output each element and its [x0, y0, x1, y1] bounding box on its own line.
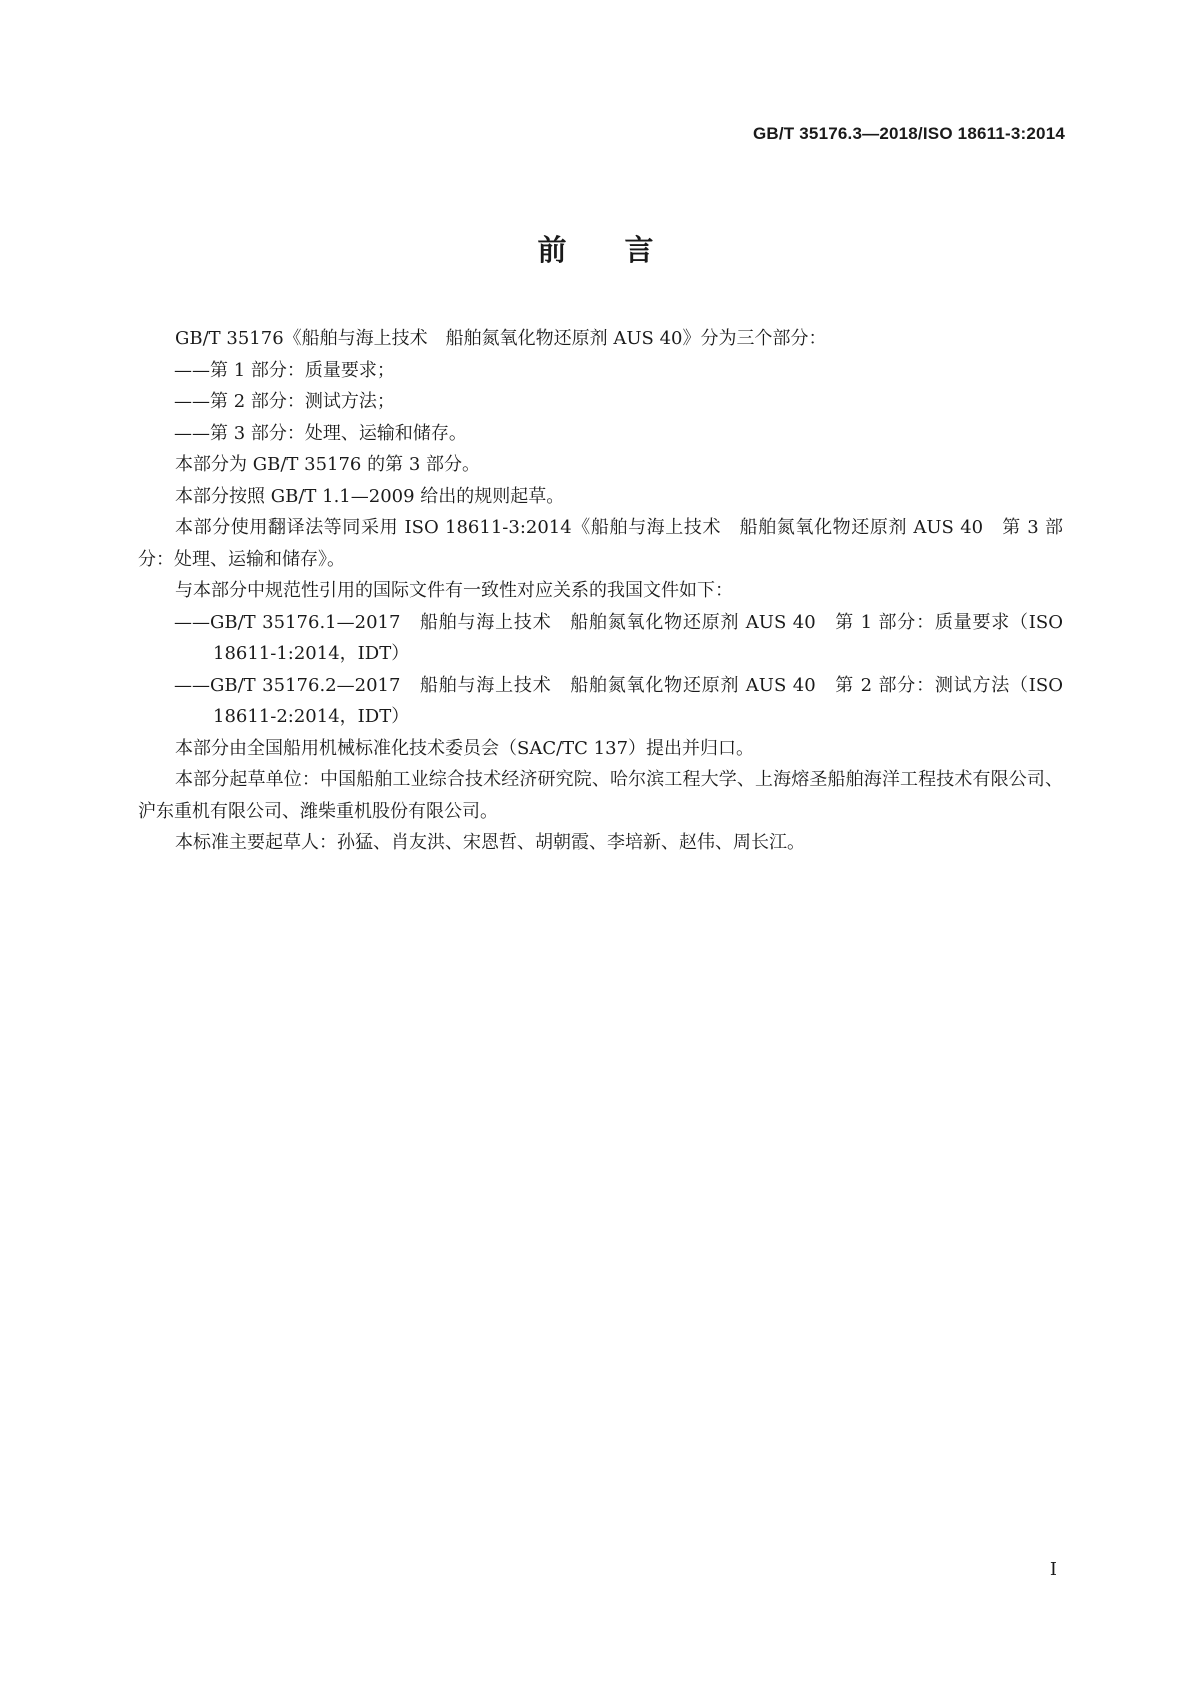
adoption-paragraph: 本部分使用翻译法等同采用 ISO 18611-3:2014《船舶与海上技术 船舶氮氧化物还原剂 AUS 40 第 3 部分：处理、运输和储存》。: [138, 517, 1063, 570]
part-list-item-1: ——第 1 部分：质量要求；: [174, 359, 395, 381]
part-list-item-2: ——第 2 部分：测试方法；: [174, 391, 395, 412]
drafting-organizations-paragraph: 本部分起草单位：中国船舶工业综合技术经济研究院、哈尔滨工程大学、上海熔圣船舶海洋工程技术有限公司、沪东重机有限公司、潍柴重机股份有限公司。: [138, 769, 1063, 822]
drafting-rules-paragraph: 本部分按照 GB/T 1.1—2009 给出的规则起草。: [175, 485, 565, 507]
standard-number: GB/T 35176.3—2018/ISO 18611-3:2014: [752, 124, 1065, 143]
reference-item-2: ——GB/T 35176.2—2017 船舶与海上技术 船舶氮氧化物还原剂 AUS 40 第 2 部分：测试方法（ISO 18611-2:2014，IDT）: [174, 674, 1063, 727]
reference-item-1: ——GB/T 35176.1—2017 船舶与海上技术 船舶氮氧化物还原剂 AUS 40 第 1 部分：质量要求（ISO 18611-1:2014，IDT）: [174, 611, 1063, 664]
part-list-item-3: ——第 3 部分：处理、运输和储存。: [174, 422, 467, 444]
page-number: I: [1049, 1559, 1057, 1580]
part-statement-paragraph: 本部分为 GB/T 35176 的第 3 部分。: [175, 454, 480, 475]
page-title: 前言: [537, 233, 712, 267]
intro-paragraph: GB/T 35176《船舶与海上技术 船舶氮氧化物还原剂 AUS 40》分为三个部分：: [175, 328, 827, 349]
normative-references-intro: 与本部分中规范性引用的国际文件有一致性对应关系的我国文件如下：: [175, 580, 733, 601]
committee-paragraph: 本部分由全国船用机械标准化技术委员会（SAC/TC 137）提出并归口。: [175, 737, 755, 759]
document-body: [138, 323, 1063, 859]
drafters-paragraph: 本标准主要起草人：孙猛、肖友洪、宋恩哲、胡朝霞、李培新、赵伟、周长江。: [175, 832, 805, 853]
